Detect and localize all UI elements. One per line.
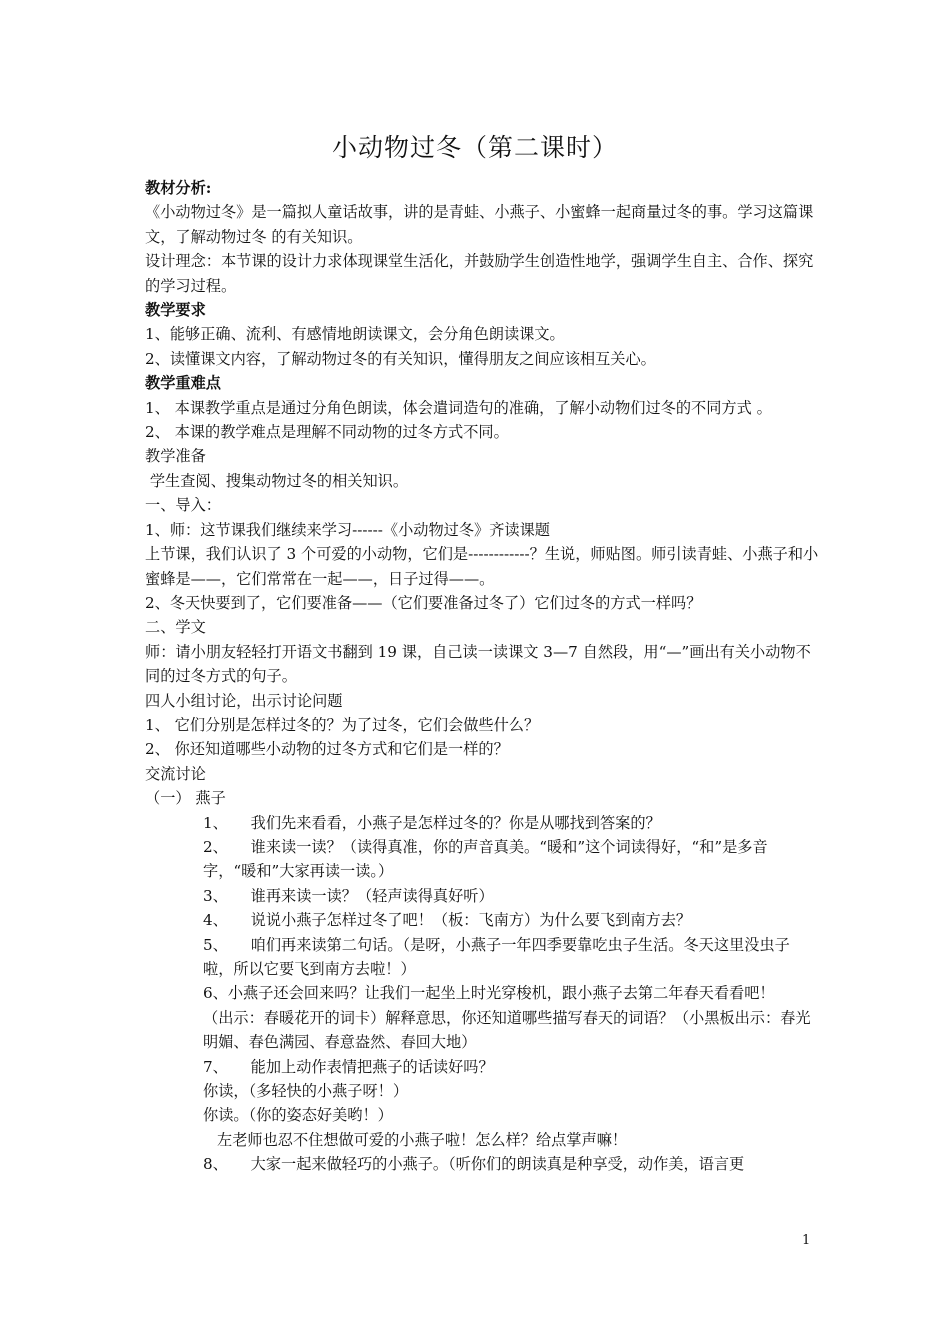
analysis-heading: 教材分析: (145, 179, 212, 197)
requirements-heading: 教学要求 (145, 301, 206, 320)
requirement-item: 2、读懂课文内容，了解动物过冬的有关知识，懂得朋友之间应该相互关心。 (145, 349, 656, 368)
swallow-step: 3、 谁再来读一读？（轻声读得真好听） (203, 886, 494, 905)
study-paragraph: 师：请小朋友轻轻打开语文书翻到 19 课，自己读一读课文 3—7 自然段，用“—”画出有关小动物不同的过冬方式的句子。 (145, 642, 811, 686)
discussion-heading: 交流讨论 (145, 764, 206, 783)
analysis-paragraph-1: 《小动物过冬》是一篇拟人童话故事，讲的是青蛙、小燕子、小蜜蜂一起商量过冬的事。学习这篇课文，了解动物过冬 的有关知识。 (145, 203, 814, 246)
key-points-heading: 教学重难点 (145, 374, 221, 393)
group-question: 1、 它们分别是怎样过冬的？为了过冬，它们会做些什么？ (145, 715, 540, 734)
preparation-heading: 教学准备 (145, 447, 206, 466)
key-point-item: 2、 本课的教学难点是理解不同动物的过冬方式不同。 (145, 423, 509, 442)
swallow-step: 2、 谁来读一读？（读得真准，你的声音真美。“暖和”这个词读得好，“和”是多音字，“暖和”大家再读一读。） (203, 837, 768, 881)
swallow-step: 4、 说说小燕子怎样过冬了吧！（板：飞南方）为什么要飞到南方去？ (203, 911, 692, 930)
swallow-step-note: （出示：春暖花开的词卡）解释意思，你还知道哪些描写春天的词语？（小黑板出示：春光明媚、春色满园、春意盎然、春回大地） (203, 1008, 811, 1052)
swallow-step-note: 左老师也忍不住想做可爱的小燕子啦！怎么样？给点掌声嘛！ (217, 1130, 628, 1149)
group-question: 2、 你还知道哪些小动物的过冬方式和它们是一样的？ (145, 740, 509, 759)
intro-item: 2、冬天快要到了，它们要准备——（它们要准备过冬了）它们过冬的方式一样吗？ (145, 593, 702, 612)
swallow-step-note: 你读。（你的姿态好美哟！） (203, 1106, 393, 1125)
swallow-step: 8、 大家一起来做轻巧的小燕子。（听你们的朗读真是种享受，动作美，语言更 (203, 1155, 745, 1174)
group-heading: 四人小组讨论，出示讨论问题 (145, 691, 343, 710)
page-title: 小动物过冬（第二课时） (331, 133, 618, 162)
swallow-step: 6、小燕子还会回来吗？让我们一起坐上时光穿梭机，跟小燕子去第二年春天看看吧！ (203, 984, 775, 1003)
intro-heading: 一、导入： (145, 496, 221, 515)
preparation-text: 学生查阅、搜集动物过冬的相关知识。 (145, 471, 409, 490)
study-heading: 二、学文 (145, 618, 206, 637)
swallow-step: 1、 我们先来看看，小燕子是怎样过冬的？你是从哪找到答案的？ (203, 813, 661, 832)
intro-paragraph: 上节课，我们认识了 3 个可爱的小动物，它们是------------？生说，师贴图。师引读青蛙、小燕子和小蜜蜂是——，它们常常在一起——，日子过得——。 (145, 545, 819, 588)
page-number: 1 (802, 1233, 811, 1248)
intro-item: 1、师：这节课我们继续来学习------《小动物过冬》齐读课题 (145, 520, 550, 539)
swallow-heading: （一） 燕子 (145, 789, 226, 808)
document-body (145, 176, 820, 1177)
key-point-item: 1、 本课教学重点是通过分角色朗读，体会遣词造句的准确，了解小动物们过冬的不同方式 。 (145, 398, 772, 417)
analysis-paragraph-2: 设计理念：本节课的设计力求体现课堂生活化，并鼓励学生创造性地学，强调学生自主、合作、探究的学习过程。 (145, 252, 814, 295)
swallow-step: 7、 能加上动作表情把燕子的话读好吗？ (203, 1057, 494, 1076)
swallow-step: 5、 咱们再来读第二句话。（是呀，小燕子一年四季要靠吃虫子生活。冬天这里没虫子啦，所以它要飞到南方去啦！） (203, 935, 790, 978)
requirement-item: 1、能够正确、流利、有感情地朗读课文，会分角色朗读课文。 (145, 325, 565, 344)
swallow-step-note: 你读，（多轻快的小燕子呀！） (203, 1082, 409, 1101)
